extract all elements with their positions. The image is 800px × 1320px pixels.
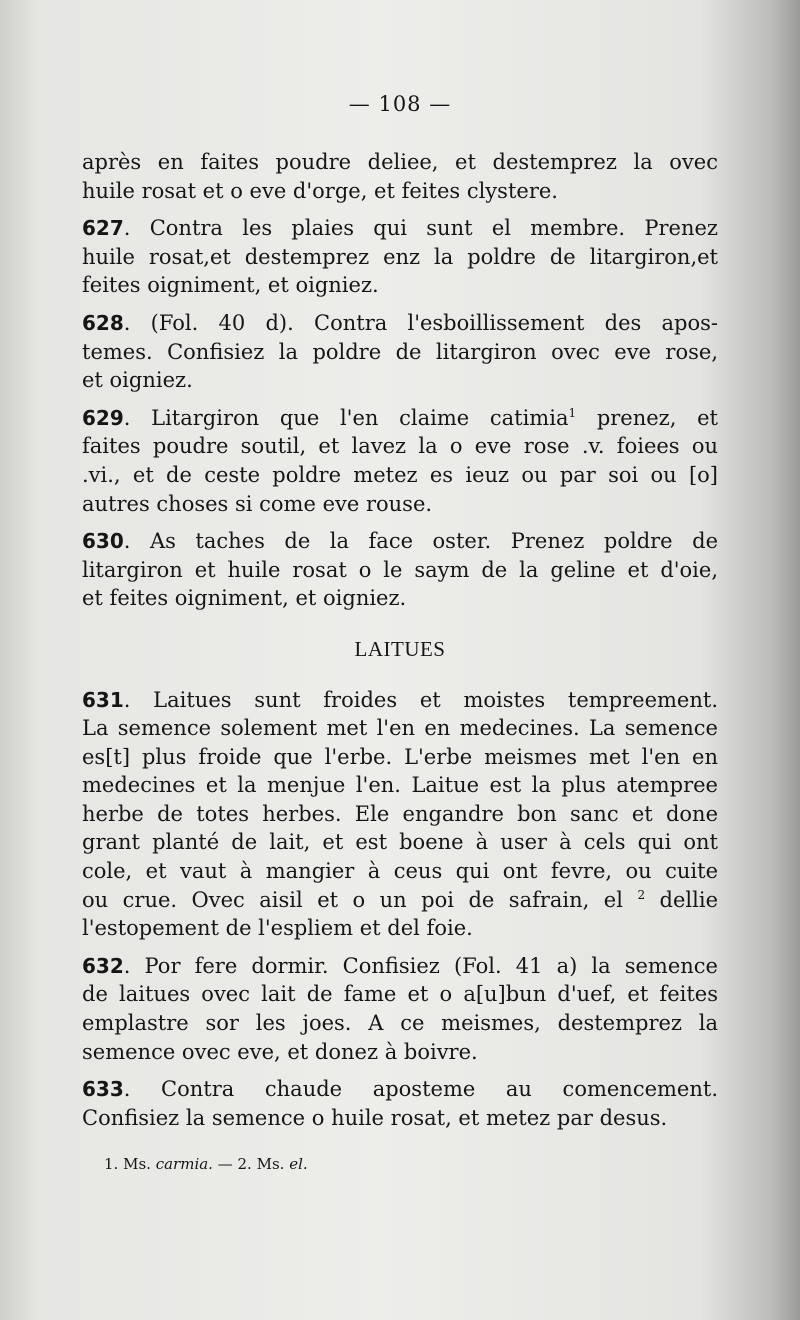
text-line: l'estopement de l'espliem et del foie. (82, 916, 473, 941)
paragraph-629 (82, 404, 718, 518)
footnote-marker: 1 (568, 405, 577, 420)
text-line: herbe de totes herbes. Ele engandre bon sanc et done (82, 801, 718, 826)
text-line: .vi., et de ceste poldre metez es ieuz ou par soi ou [o] (82, 462, 718, 487)
paragraph-number: 633 (82, 1077, 124, 1102)
text-line: es[t] plus froide que l'erbe. L'erbe meismes met l'en en (82, 744, 718, 769)
text-line: litargiron et huile rosat o le saym de la geline et d'oie, (82, 557, 718, 582)
paragraph-number: 628 (82, 310, 124, 335)
footnote-1-ms: Ms. (123, 1155, 151, 1173)
body-text (82, 148, 718, 1132)
text-line: faites poudre soutil, et lavez la o eve rose .v. foiees ou (82, 434, 718, 459)
paragraph-number: 630 (82, 529, 124, 554)
text-line: 627. Contra les plaies qui sunt el membre. Prenez (82, 216, 718, 241)
paragraph-632 (82, 952, 718, 1066)
text-line: ou crue. Ovec aisil et o un poi de safrain, el $^2$ dellie (82, 887, 718, 912)
paragraph-number: 629 (82, 405, 124, 430)
text-line: de laitues ovec lait de fame et o a[u]bun d'uef, et feites (82, 982, 718, 1007)
footnote-separator: — (217, 1155, 233, 1173)
text-line: après en faites poudre deliee, et destemprez la ovec (82, 150, 718, 174)
text-line: 629. Litargiron que l'en claime catimia$^1$ prenez, et (82, 405, 718, 430)
text-line: emplastre sor les joes. A ce meismes, destemprez la (82, 1011, 718, 1036)
paragraph-number: 631 (82, 687, 124, 712)
text-line: cole, et vaut à mangier à ceus qui ont fevre, ou cuite (82, 859, 718, 884)
text-line: 632. Por fere dormir. Confisiez (Fol. 41 a) la semence (82, 953, 718, 978)
text-line: semence ovec eve, et donez à boivre. (82, 1039, 478, 1064)
page-number: — 108 — (348, 92, 452, 116)
footnote-2-ms: Ms. (256, 1155, 285, 1173)
text-line: huile rosat,et destemprez enz la poldre de litargiron,et (82, 244, 718, 269)
footnote-marker: 2 (637, 887, 646, 902)
footnote-2-number: 2. (237, 1155, 252, 1173)
paragraph-630 (82, 527, 718, 613)
text-line: et feites oigniment, et oigniez. (82, 586, 407, 611)
text-line: feites oigniment, et oigniez. (82, 273, 379, 298)
text-line: et oigniez. (82, 368, 193, 393)
paragraph-631 (82, 686, 718, 943)
text-line: 631. Laitues sunt froides et moistes tempreement. (82, 687, 718, 712)
text-line: grant planté de lait, et est boene à user à cels qui ont (82, 830, 718, 855)
paragraph-number: 627 (82, 216, 124, 241)
text-line: medecines et la menjue l'en. Laitue est la plus atempree (82, 773, 718, 798)
footnote-1-variant: carmia. (155, 1155, 213, 1173)
text-line: La semence solement met l'en en medecines. La semence (82, 716, 718, 741)
text-line: huile rosat et o eve d'orge, et feites clystere. (82, 178, 558, 203)
paragraph-627 (82, 214, 718, 300)
text-line: 628. (Fol. 40 d). Contra l'esboillissement des apos- (82, 310, 718, 335)
text-line: 630. As taches de la face oster. Prenez poldre de (82, 529, 718, 554)
text-line: autres choses si come eve rouse. (82, 491, 433, 516)
text-line: 633. Contra chaude aposteme au comencement. (82, 1077, 718, 1102)
paragraph-number: 632 (82, 953, 124, 978)
text-line: Confisiez la semence o huile rosat, et metez par desus. (82, 1105, 668, 1130)
text-line: temes. Confisiez la poldre de litargiron ovec eve rose, (82, 339, 718, 364)
footnote-2-variant: el. (289, 1155, 308, 1173)
paragraph-633 (82, 1075, 718, 1132)
footnotes (104, 1155, 308, 1173)
paragraph-626-end (82, 148, 718, 205)
footnote-1-number: 1. (104, 1155, 119, 1173)
section-heading: LAITUES (354, 636, 446, 661)
paragraph-628 (82, 309, 718, 395)
